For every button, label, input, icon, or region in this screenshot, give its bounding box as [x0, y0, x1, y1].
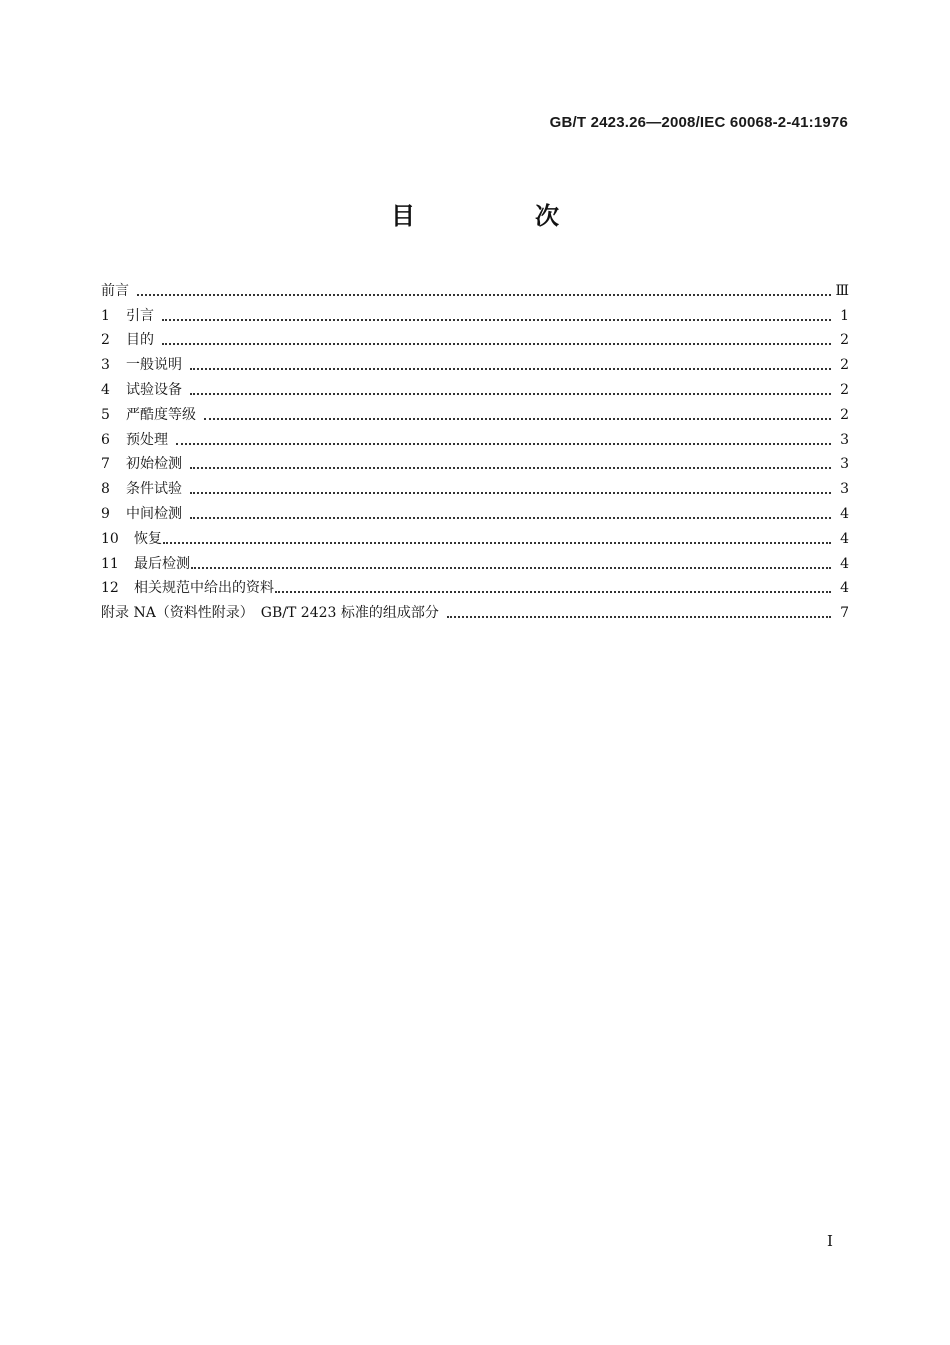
toc-entry-page: 2 — [840, 357, 849, 374]
toc-entry-page: 3 — [840, 481, 849, 498]
toc-dot-leader — [447, 616, 831, 618]
toc-entry-number: 7 — [101, 456, 110, 473]
toc-dot-leader — [163, 542, 831, 544]
toc-entry-number: 12 — [101, 580, 119, 597]
toc-entry-page: 3 — [840, 456, 849, 473]
toc-entry-label: 目的 — [126, 332, 154, 349]
toc-entry-label: 恢复 — [134, 530, 162, 547]
toc-entry-2[interactable] — [101, 325, 849, 350]
toc-entry-page: 2 — [840, 406, 849, 423]
toc-entry-1[interactable] — [101, 300, 849, 325]
toc-entry-number: 5 — [101, 406, 110, 423]
toc-entry-label: 引言 — [126, 307, 154, 324]
toc-entry-7[interactable] — [101, 449, 849, 474]
toc-entry-number: 8 — [101, 481, 110, 498]
toc-entry-label: 试验设备 — [126, 381, 182, 398]
page-number: I — [827, 1232, 833, 1250]
toc-dot-leader — [190, 467, 831, 469]
toc-entry-number: 1 — [101, 307, 110, 324]
toc-entry-8[interactable] — [101, 473, 849, 498]
toc-entry-label: 前言 — [101, 282, 129, 299]
toc-entry-page: 7 — [840, 605, 849, 622]
toc-entry-page: 4 — [840, 555, 849, 572]
toc-dot-leader — [190, 368, 831, 370]
toc-entry-10[interactable] — [101, 523, 849, 548]
toc-entry-9[interactable] — [101, 498, 849, 523]
toc-entry-page: 4 — [840, 580, 849, 597]
toc-entry-page: Ⅲ — [835, 282, 849, 299]
toc-entry-number: 11 — [101, 555, 119, 572]
toc-entry-number: 3 — [101, 357, 110, 374]
toc-entry-label: 附录 NA（资料性附录） GB/T 2423 标准的组成部分 — [101, 605, 439, 622]
toc-entry-4[interactable] — [101, 374, 849, 399]
toc-list — [101, 275, 849, 622]
toc-entry-annex-na[interactable] — [101, 597, 849, 622]
toc-entry-label: 初始检测 — [126, 456, 182, 473]
toc-entry-3[interactable] — [101, 349, 849, 374]
toc-entry-number: 6 — [101, 431, 110, 448]
toc-dot-leader — [190, 517, 831, 519]
toc-entry-label: 条件试验 — [126, 481, 182, 498]
toc-entry-label: 严酷度等级 — [126, 406, 196, 423]
toc-entry-page: 2 — [840, 381, 849, 398]
toc-dot-leader — [275, 591, 831, 593]
toc-entry-number: 2 — [101, 332, 110, 349]
toc-entry-number: 9 — [101, 505, 110, 522]
toc-dot-leader — [162, 343, 831, 345]
toc-entry-12[interactable] — [101, 573, 849, 598]
toc-entry-11[interactable] — [101, 548, 849, 573]
toc-entry-label: 相关规范中给出的资料 — [134, 580, 274, 597]
toc-dot-leader — [204, 418, 831, 420]
toc-title: 目 次 — [391, 202, 607, 230]
toc-entry-label: 预处理 — [126, 431, 168, 448]
toc-dot-leader — [162, 319, 831, 321]
toc-entry-page: 2 — [840, 332, 849, 349]
toc-entry-number: 10 — [101, 530, 119, 547]
toc-entry-page: 1 — [840, 307, 849, 324]
toc-dot-leader — [191, 567, 831, 569]
toc-dot-leader — [176, 443, 831, 445]
toc-dot-leader — [190, 492, 831, 494]
toc-dot-leader — [190, 393, 831, 395]
toc-entry-5[interactable] — [101, 399, 849, 424]
toc-dot-leader — [137, 294, 831, 296]
standard-code-header: GB/T 2423.26—2008/IEC 60068-2-41:1976 — [549, 114, 848, 131]
toc-entry-label: 最后检测 — [134, 555, 190, 572]
toc-entry-6[interactable] — [101, 424, 849, 449]
toc-entry-page: 4 — [840, 530, 849, 547]
toc-entry-label: 一般说明 — [126, 357, 182, 374]
toc-entry-label: 中间检测 — [126, 505, 182, 522]
toc-entry-preface[interactable] — [101, 275, 849, 300]
toc-entry-page: 4 — [840, 505, 849, 522]
toc-entry-page: 3 — [840, 431, 849, 448]
toc-entry-number: 4 — [101, 381, 110, 398]
